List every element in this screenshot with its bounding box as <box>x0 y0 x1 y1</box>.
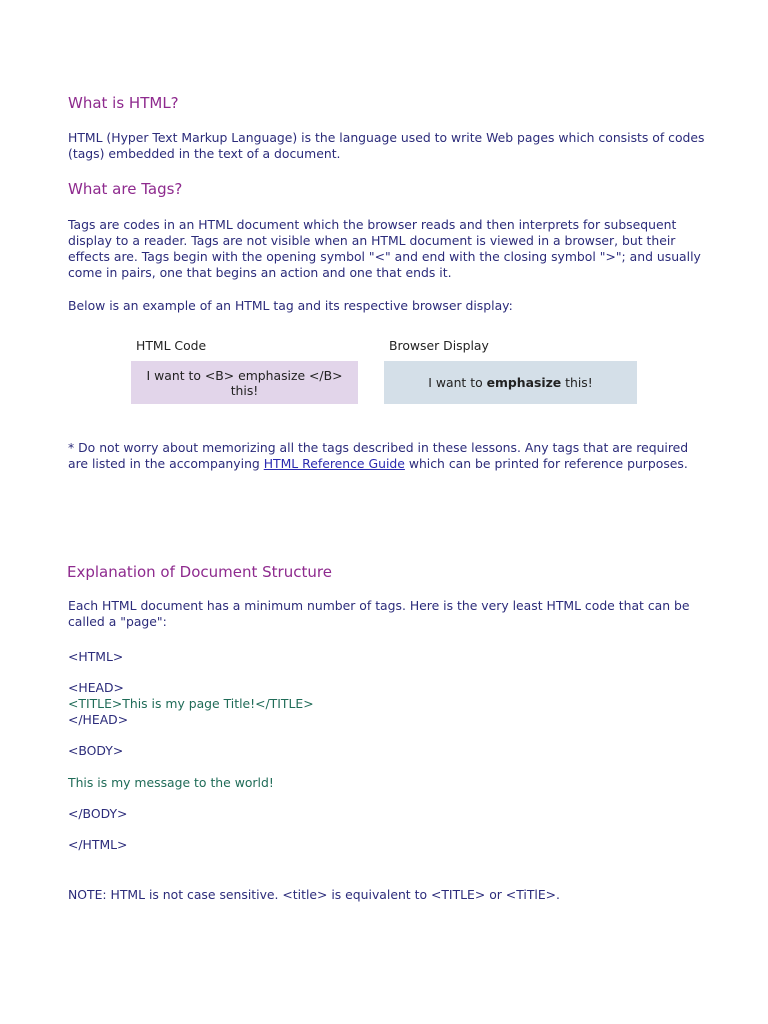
browser-display-example-text <box>428 375 592 390</box>
html-reference-guide-link[interactable]: HTML Reference Guide <box>263 456 405 471</box>
code-line-body-close: </BODY> <box>68 806 128 821</box>
code-line-head-open: <HEAD> <box>68 680 124 695</box>
heading-document-structure: Explanation of Document Structure <box>67 563 332 581</box>
heading-what-are-tags: What are Tags? <box>68 180 183 198</box>
browser-display-label: Browser Display <box>389 338 489 353</box>
code-line-head-close: </HEAD> <box>68 712 129 727</box>
paragraph-html-definition: HTML (Hyper Text Markup Language) is the language used to write Web pages which consists of codes (tags) embedded in the text of a document. <box>68 130 705 161</box>
code-line-title: <TITLE>This is my page Title!</TITLE> <box>68 696 314 711</box>
tags-note-before-link: * Do not worry about memorizing all the tags described in these lessons. Any tags that are required are listed in the accompanying <box>68 440 689 471</box>
display-text-before: I want to <box>428 375 487 390</box>
paragraph-tags-definition: Tags are codes in an HTML document which the browser reads and then interprets for subsequent display to a reader. Tags are not visible when an HTML document is viewed in a browser, but their effects are. Tags begin with the opening symbol "<" and end with the closing symbol ">"; and usually come in pairs, one that begins an action and one that ends it. <box>68 217 701 280</box>
browser-display-example-box <box>384 361 637 404</box>
code-line-html-open: <HTML> <box>68 649 124 664</box>
paragraph-case-sensitivity-note: NOTE: HTML is not case sensitive. <title> is equivalent to <TITLE> or <TiTlE>. <box>68 887 560 902</box>
code-line-message: This is my message to the world! <box>68 775 274 790</box>
paragraph-document-structure: Each HTML document has a minimum number of tags. Here is the very least HTML code that can be called a "page": <box>68 598 690 629</box>
code-line-body-open: <BODY> <box>68 743 124 758</box>
tags-note-after-link: which can be printed for reference purposes. <box>404 456 688 471</box>
html-code-example-text: I want to <B> emphasize </B> this! <box>146 367 343 398</box>
html-code-example-box <box>131 361 358 404</box>
paragraph-tags-note <box>68 440 708 472</box>
display-text-after: this! <box>561 375 593 390</box>
code-line-html-close: </HTML> <box>68 837 128 852</box>
heading-what-is-html: What is HTML? <box>68 94 179 112</box>
paragraph-example-intro: Below is an example of an HTML tag and its respective browser display: <box>68 298 513 313</box>
html-code-label: HTML Code <box>136 338 207 353</box>
display-text-bold: emphasize <box>486 375 562 390</box>
